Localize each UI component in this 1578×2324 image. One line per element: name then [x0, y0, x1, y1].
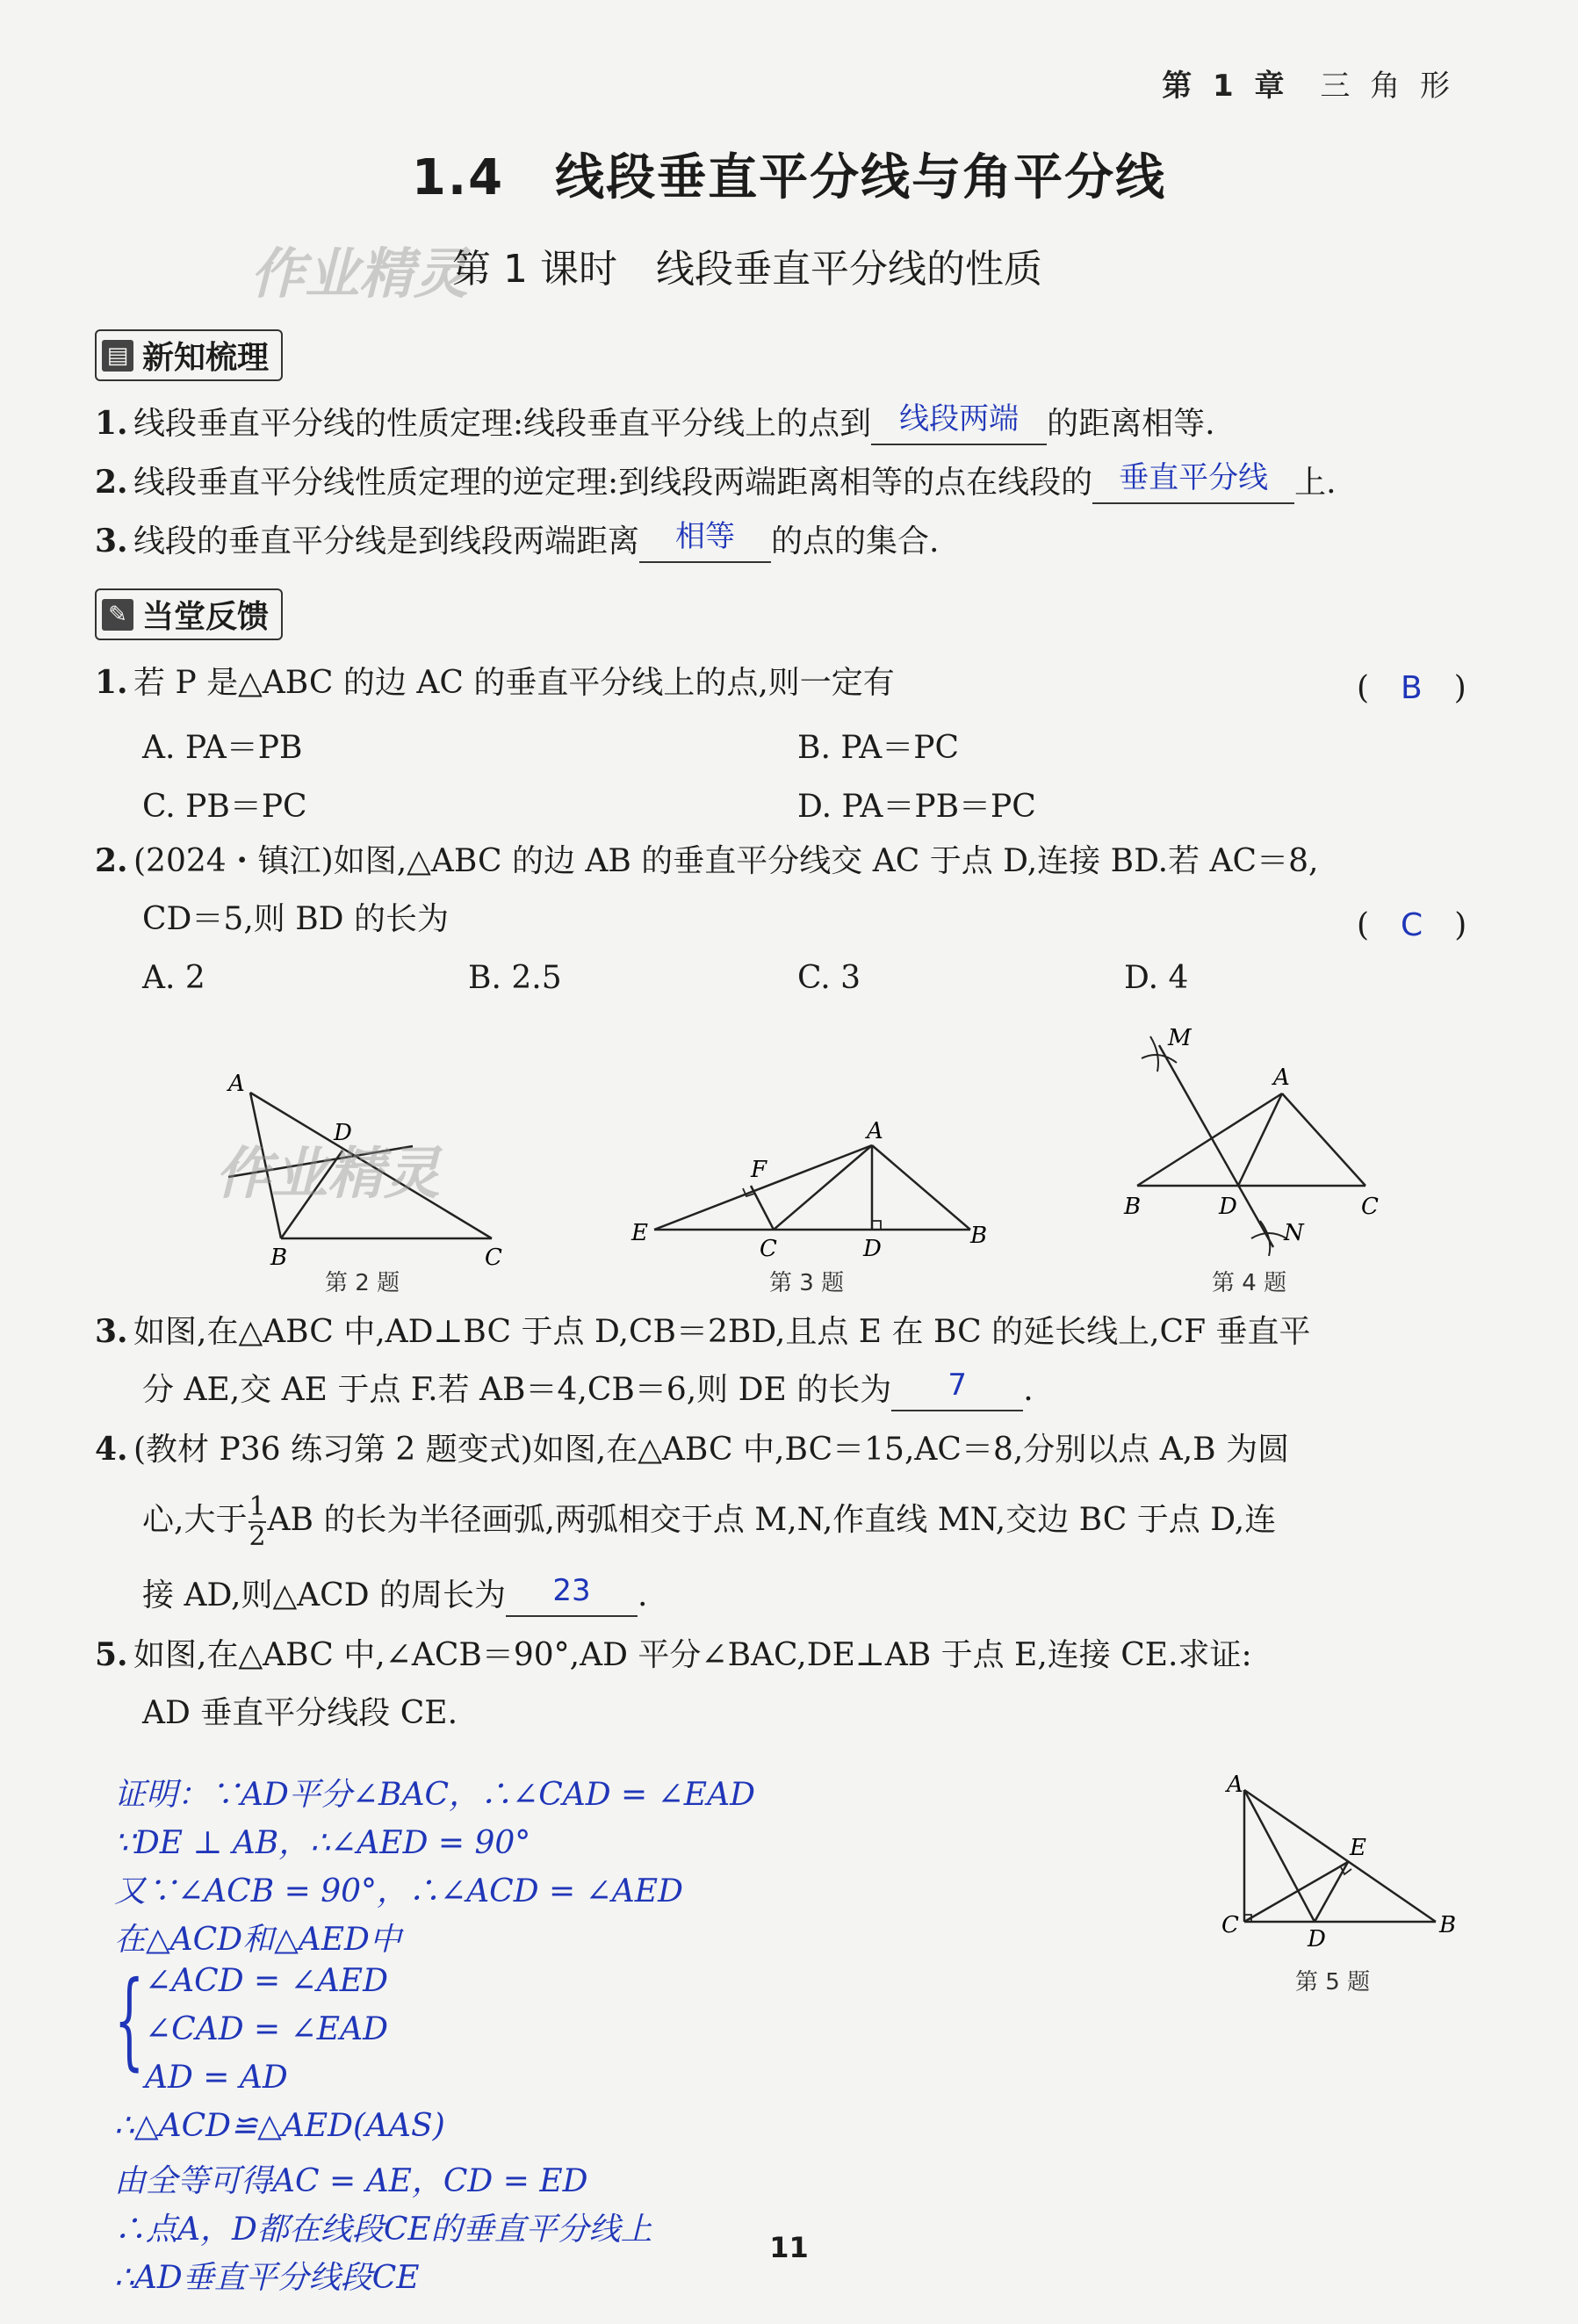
question-number: 2. [95, 842, 128, 879]
label-D: D [863, 1236, 882, 1262]
question-text-line1: 如图,在△ABC 中,∠ACB＝90°,AD 平分∠BAC,DE⊥AB 于点 E,连接 CE.求证: [133, 1637, 1252, 1673]
question-2-line2: CD＝5,则 BD 的长为 [142, 901, 449, 937]
option-c: C. 3 [797, 960, 861, 996]
answer-bracket-q2: ( C ) [1357, 907, 1467, 943]
question-3 [95, 1312, 1311, 1352]
proof-line-9: 由全等可得AC = AE，CD = ED [114, 2163, 588, 2199]
label-D: D [1308, 1926, 1326, 1950]
question-5-line2: AD 垂直平分线段 CE. [142, 1695, 458, 1731]
segment-CF [751, 1186, 774, 1230]
question-4-line3 [142, 1573, 648, 1617]
proof-condition-3: AD = AD [145, 2060, 288, 2096]
question-3-line2 [142, 1368, 1034, 1411]
item-number: 2. [95, 464, 128, 501]
caption-figure-3: 第 3 题 [769, 1270, 845, 1296]
period: . [638, 1577, 648, 1613]
item-text: 线段垂直平分线的性质定理:线段垂直平分线上的点到 [133, 406, 872, 442]
option-d: D. 4 [1124, 960, 1189, 996]
period: . [1023, 1372, 1034, 1408]
proof-line-3: 又∵∠ACB = 90°，∴∠ACD = ∠AED [114, 1873, 683, 1909]
item-text-end: 的点的集合. [771, 523, 940, 559]
fraction-numerator: 1 [249, 1491, 266, 1522]
right-angle-D [872, 1221, 881, 1230]
proof-condition-1: ∠ACD = ∠AED [145, 1963, 388, 1999]
label-D: D [1219, 1194, 1237, 1220]
question-text-line2b: AB 的长为半径画弧,两弧相交于点 M,N,作直线 MN,交边 BC 于点 D,连 [267, 1502, 1277, 1538]
label-F: F [751, 1157, 767, 1183]
chapter-header [1162, 61, 1455, 105]
item-number: 1. [95, 405, 128, 442]
label-A: A [867, 1118, 883, 1144]
section-new-knowledge [95, 329, 283, 381]
segment-AB [872, 1145, 970, 1230]
section-in-class-feedback [95, 588, 283, 640]
knowledge-item-2 [95, 460, 1337, 504]
pencil-icon: ✎ [102, 599, 133, 631]
proof-line-2: ∵DE ⊥ AB，∴∠AED = 90° [114, 1825, 531, 1861]
question-number: 1. [95, 664, 128, 701]
section-label-box [95, 588, 283, 640]
answer-text: 线段两端 [899, 401, 1020, 437]
segment-AC [774, 1145, 872, 1230]
question-1 [95, 663, 895, 703]
question-number: 4. [95, 1431, 128, 1468]
proof-line-11: ∴AD垂直平分线段CE [114, 2260, 420, 2296]
knowledge-item-1 [95, 401, 1215, 445]
label-E: E [631, 1220, 648, 1246]
option-a: A. PA＝PB [142, 730, 303, 766]
label-B: B [270, 1245, 288, 1271]
item-text-end: 的距离相等. [1047, 406, 1215, 442]
proof-line-4: 在△ACD和△AED中 [114, 1922, 401, 1958]
label-C: C [760, 1236, 777, 1262]
caption-figure-4: 第 4 题 [1212, 1270, 1287, 1296]
label-B: B [1439, 1912, 1457, 1938]
proof-brace: { [114, 1960, 145, 2082]
arc-M-2 [1150, 1036, 1158, 1072]
section-label: 当堂反馈 [142, 599, 270, 635]
option-c: C. PB＝PC [142, 789, 307, 825]
proof-line-8: ∴△ACD≌△AED(AAS) [114, 2108, 445, 2144]
answer-text: 相等 [675, 519, 736, 554]
arc-M-1 [1142, 1055, 1177, 1063]
figure-5 [1216, 1765, 1471, 1950]
page-title: 1.4 线段垂直平分线与角平分线 [411, 149, 1167, 206]
segment-AC [1282, 1093, 1365, 1186]
label-B: B [970, 1223, 988, 1249]
book-icon: ▤ [102, 340, 133, 372]
fraction-one-half [249, 1493, 265, 1551]
answer-blank [871, 401, 1047, 445]
option-a: A. 2 [142, 960, 205, 996]
answer-choice: C [1401, 907, 1423, 943]
watermark: 作业精灵 [250, 242, 469, 306]
question-5 [95, 1635, 1252, 1675]
proof-line-1: 证明：∵AD平分∠BAC，∴∠CAD = ∠EAD [114, 1777, 755, 1813]
question-text: 若 P 是△ABC 的边 AC 的垂直平分线上的点,则一定有 [133, 665, 895, 701]
watermark-figure: 作业精灵 [215, 1142, 440, 1207]
question-text-line3: 接 AD,则△ACD 的周长为 [142, 1577, 507, 1613]
option-b: B. 2.5 [468, 960, 562, 996]
item-text: 线段垂直平分线性质定理的逆定理:到线段两端距离相等的点在线段的 [133, 465, 1093, 501]
question-2 [95, 841, 1318, 881]
section-label: 新知梳理 [142, 340, 270, 376]
caption-figure-5: 第 5 题 [1295, 1969, 1371, 1996]
answer-text: 23 [552, 1573, 591, 1608]
chapter-number: 第 1 章 [1162, 69, 1290, 104]
page-number: 11 [769, 2231, 809, 2264]
answer-choice: B [1401, 670, 1423, 706]
label-C: C [1361, 1194, 1379, 1220]
answer-blank [891, 1368, 1023, 1411]
caption-figure-2: 第 2 题 [325, 1270, 400, 1296]
question-text-line1: 如图,在△ABC 中,AD⊥BC 于点 D,CB＝2BD,且点 E 在 BC 的延长线上,CF 垂直平 [133, 1314, 1311, 1350]
question-4-line2 [142, 1493, 1276, 1551]
label-A: A [1227, 1772, 1243, 1798]
answer-bracket-q1: ( B ) [1357, 670, 1466, 706]
option-b: B. PA＝PC [797, 730, 960, 766]
question-text-line2: 分 AE,交 AE 于点 F.若 AB＝4,CB＝6,则 DE 的长为 [142, 1372, 892, 1408]
segment-AB [1244, 1790, 1436, 1922]
question-number: 5. [95, 1636, 128, 1673]
answer-blank [639, 519, 771, 563]
answer-text: 垂直平分线 [1119, 460, 1269, 495]
label-E: E [1350, 1835, 1366, 1861]
answer-blank [1092, 460, 1294, 504]
item-text-end: 上. [1294, 465, 1337, 501]
figure-4 [1106, 1019, 1396, 1256]
label-A: A [228, 1071, 245, 1097]
label-B: B [1124, 1194, 1142, 1220]
answer-text: 7 [948, 1368, 968, 1403]
label-D: D [334, 1120, 352, 1146]
fraction-denominator: 2 [249, 1521, 266, 1552]
item-text: 线段的垂直平分线是到线段两端距离 [133, 523, 640, 559]
question-text-line1: (2024・镇江)如图,△ABC 的边 AB 的垂直平分线交 AC 于点 D,连接 BD.若 AC＝8, [133, 843, 1319, 879]
question-number: 3. [95, 1313, 128, 1350]
figure-3 [619, 1115, 1005, 1265]
proof-line-10: ∴点A，D都在线段CE的垂直平分线上 [114, 2212, 652, 2248]
lesson-subtitle: 第 1 课时 线段垂直平分线的性质 [452, 247, 1042, 292]
question-4 [95, 1430, 1289, 1469]
proof-condition-2: ∠CAD = ∠EAD [145, 2011, 388, 2047]
label-C: C [485, 1245, 502, 1271]
question-text-line2a: 心,大于 [142, 1502, 248, 1538]
section-label-box [95, 329, 283, 381]
label-N: N [1284, 1220, 1304, 1246]
answer-blank [506, 1573, 638, 1617]
option-d: D. PA＝PB＝PC [797, 789, 1036, 825]
label-C: C [1221, 1912, 1239, 1938]
knowledge-item-3 [95, 519, 940, 563]
item-number: 3. [95, 523, 128, 559]
question-text-line1: (教材 P36 练习第 2 题变式)如图,在△ABC 中,BC＝15,AC＝8,分别以点 A,B 为圆 [133, 1432, 1290, 1468]
chapter-topic: 三 角 形 [1320, 69, 1455, 104]
label-A: A [1273, 1065, 1290, 1091]
label-M: M [1168, 1025, 1192, 1051]
